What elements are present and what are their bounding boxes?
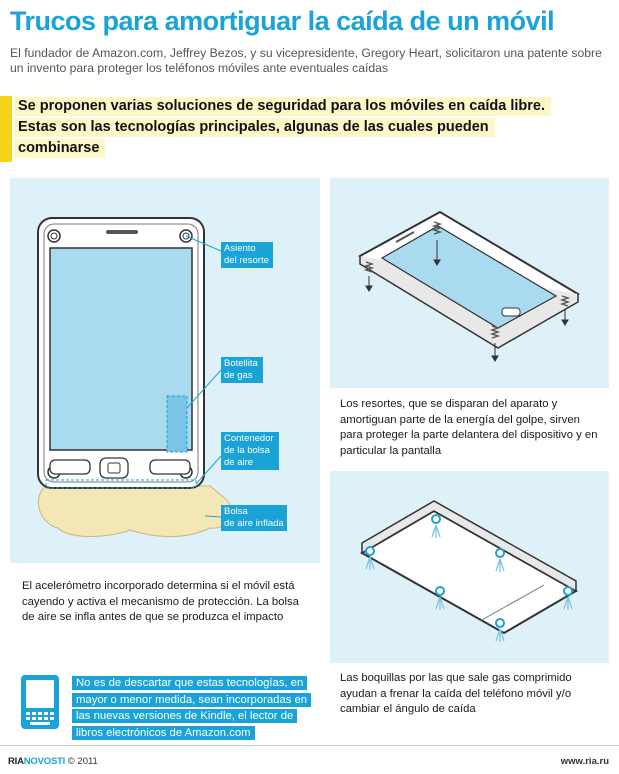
kindle-icon [20, 674, 60, 730]
footer-divider [0, 745, 619, 746]
phone-gas-illustration [330, 471, 609, 663]
callout-inflated-airbag: Bolsa de aire inflada [221, 505, 287, 531]
airbag-caption: El acelerómetro incorporado determina si el móvil está cayendo y activa el mecanismo de protección. La bolsa de aire se infla antes de que se produzca el impacto [10, 563, 320, 663]
callout-airbag-container: Contenedor de la bolsa de aire [221, 432, 279, 470]
callout-gas-bottle: Botellita de gas [221, 357, 263, 383]
intro-accent-bar [0, 96, 12, 162]
intro-text: Se proponen varias soluciones de seguridad para los móviles en caída libre. Estas son las tecnologías principales, algunas de las cuales pueden combinarse [14, 96, 574, 159]
copyright: © 2011 [67, 756, 98, 767]
spring-seat [48, 230, 60, 242]
gas-bottle [167, 396, 187, 452]
footer-credit [8, 756, 98, 767]
inflated-airbag [38, 486, 232, 537]
page-title: Trucos para amortiguar la caída de un móvil [10, 6, 555, 36]
kindle-note: No es de descartar que estas tecnologías, en mayor o menor medida, sean incorporadas en las nuevas versiones de Kindle, el lector de libros electrónicos de Amazon.com [72, 675, 320, 741]
springs-caption: Los resortes, que se disparan del aparato y amortiguan parte de la energía del golpe, sirven para proteger la parte delantera del dispositivo y en particular la pantalla [330, 388, 609, 471]
gas-caption: Las boquillas por las que sale gas comprimido ayudan a frenar la caída del teléfono móvil y/o cambiar el ángulo de caída [330, 663, 609, 733]
callout-spring-seat: Asiento del resorte [221, 242, 273, 268]
phone-springs-illustration [330, 178, 609, 388]
footer-site-link[interactable]: www.ria.ru [560, 756, 609, 767]
brand-logo: RIANOVOSTI [8, 756, 66, 767]
page-subtitle: El fundador de Amazon.com, Jeffrey Bezos, y su vicepresidente, Gregory Heart, solicitaron una patente sobre un invento para proteger los teléfonos móviles ante eventuales caídas [10, 46, 602, 75]
